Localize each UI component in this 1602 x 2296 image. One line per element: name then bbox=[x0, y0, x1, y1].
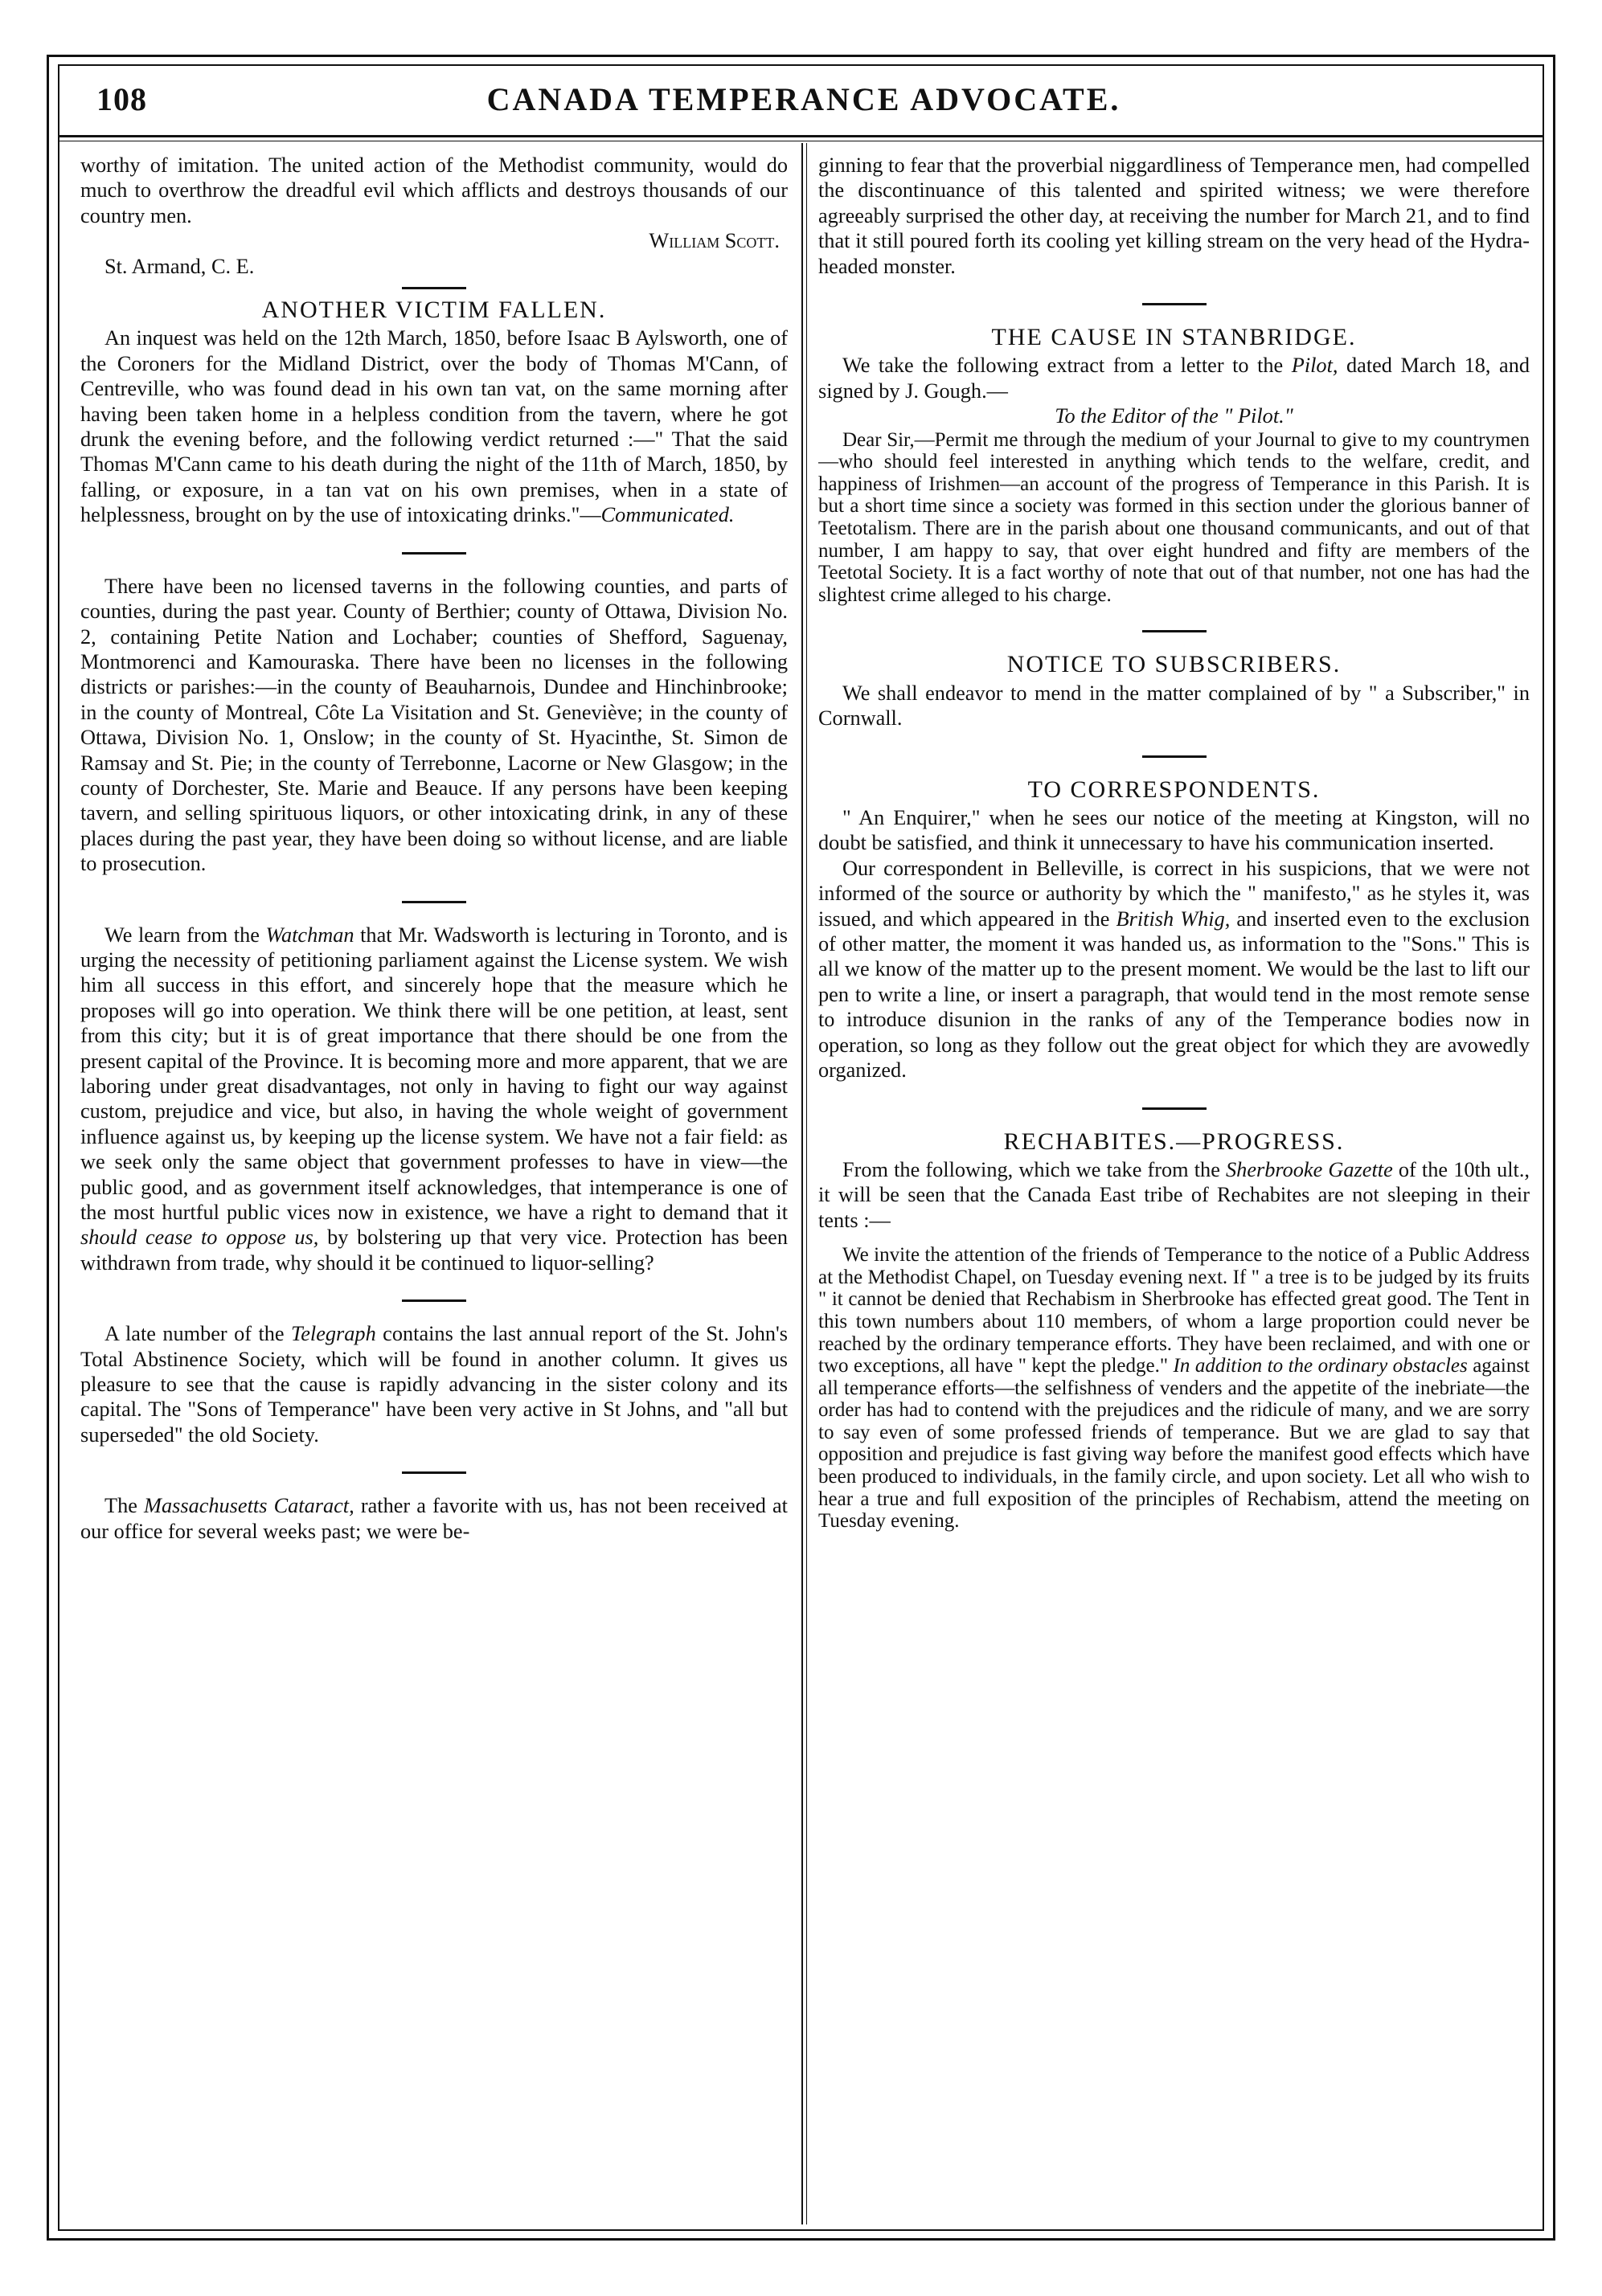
stanbridge-paper-title: Pilot, bbox=[1291, 354, 1338, 378]
section-rule bbox=[402, 901, 466, 903]
watchman-text-2: that Mr. Wadsworth is lecturing in Toronto, and is urging the necessity of petitioning parliament against the License system. We wish him all success in this effort, and sincerely hope that the measure which he proposes will go into operation. We think there will be one petition, at least, sent from this city; but it is of great importance that there should be one from the present capital of the Province. It is becoming more and more apparent, that we are laboring under great disadvantages, not only in having to fight our way against custom, prejudice and vice, but also, in having the whole weight of government influence against us, by keeping up the license system. We have not a fair field: as we seek only the same object that government professes to have in view—the public good, and as government itself acknowledges, that intemperance is one of the most hurtful public vices now in existence, we have a right to demand that it bbox=[80, 923, 788, 1225]
correspondents-paper-title: British Whig, bbox=[1116, 907, 1231, 931]
taverns-paragraph: There have been no licensed taverns in the following counties, and parts of counties, during the past year. County of Berthier; county of Ottawa, Division No. 2, containing Petite Nation and Lochaber; counties of Shefford, Saguenay, Montmorenci and Kamouraska. There have been no licenses in the following districts or parishes:—in the county of Beauharnois, Dundee and Hinchinbrooke; in the county of Montreal, Côte La Visitation and St. Geneviève; in the county of Ottawa, Division No. 1, Onslow; in the county of St. Hyacinthe, St. Simon de Ramsay and St. Pie; in the county of Terrebonne, Lacorne or New Glasgow; in the county of Dorchester, Ste. Marie and Beauce. If any persons have been keeping tavern, and selling spirituous liquors, or other intoxicating drink, in any of these places during the past year, they have been doing so without license, and are liable to prosecution. bbox=[80, 574, 788, 876]
watchman-paragraph bbox=[80, 923, 788, 1276]
victim-paragraph bbox=[80, 325, 788, 527]
rechabites-extract-text-1: We invite the attention of the friends of Temperance to the notice of a Public Address at the Methodist Chapel, on Tuesday evening next. If " a tree is to be judged by its fruits " it cannot be denied that Rechabism in Sherbrooke has effected great good. The Tent in this town numbers about 110 members, of whom a large proportion could never be reached by the ordinary temperance efforts. They have been reclaimed, and with one or two exceptions, all have " kept the pledge." bbox=[818, 1244, 1530, 1377]
letter-signature: William Scott. bbox=[649, 229, 780, 253]
rechabites-extract-text-2: against all temperance efforts—the selfishness of venders and the appetite of the inebriate—the order has had to contend with the prejudices and the ridicule of many, and we are sorry to say even of some professed friends of temperance. But we are glad to say that opposition and prejudice is fast giving way before the manifest good effects which have been produced to individuals, in the family circle, and upon society. Let all who wish to hear a true and full exposition of the principles of Rechabism, attend the meeting on Tuesday evening. bbox=[818, 1355, 1530, 1533]
section-rule bbox=[1142, 755, 1207, 758]
watchman-emphasis: should cease to oppose us, bbox=[80, 1226, 319, 1250]
stanbridge-intro bbox=[818, 353, 1530, 403]
rechabites-heading: RECHABITES.—PROGRESS. bbox=[1003, 1128, 1345, 1155]
telegraph-text-2: contains the last annual report of the St. John's Total Abstinence Society, which will be found in another column. It gives us pleasure to see that the cause is rapidly advancing in the sister colony and its capital. The "Sons of Temperance" have been very active in St Johns, and "all but superseded" the old Society. bbox=[80, 1322, 788, 1447]
correspondents-heading: TO CORRESPONDENTS. bbox=[1027, 776, 1321, 803]
page-number: 108 bbox=[96, 81, 147, 117]
rechabites-extract-emphasis: In addition to the ordinary obstacles bbox=[1173, 1355, 1468, 1377]
victim-text: An inquest was held on the 12th March, 1850, before Isaac B Aylsworth, one of the Coroners for the Midland District, over the body of Thomas M'Cann, of Centreville, who was found dead in his own tan vat, on the same morning after having been taken home in a helpless condition from the tavern, where he got drunk the evening before, and the following verdict returned :—" That the said Thomas M'Cann came to his death during the night of the 11th of March, 1850, by falling, or exposure, in a tan vat on his own premises, when in a state of helplessness, brought on by the use of intoxicating drinks."— bbox=[80, 326, 788, 527]
section-rule bbox=[1142, 303, 1207, 305]
section-rule bbox=[402, 552, 466, 555]
cataract-text-1: The bbox=[104, 1494, 137, 1518]
column-divider-thin bbox=[806, 143, 807, 2224]
rechabites-extract bbox=[818, 1244, 1530, 1533]
cataract-text-2: rather a favorite with us, has not been received at our office for several weeks past; we were be- bbox=[80, 1494, 788, 1543]
right-column bbox=[818, 153, 1530, 2218]
intro-paragraph: worthy of imitation. The united action of the Methodist community, would do much to overthrow the dreadful evil which afflicts and destroys thousands of our country men. bbox=[80, 153, 788, 227]
telegraph-paragraph bbox=[80, 1321, 788, 1447]
correspondents-paragraph-2 bbox=[818, 856, 1530, 1083]
stanbridge-intro-text-1: We take the following extract from a letter to the bbox=[842, 354, 1284, 378]
correspondents-paragraph-1: " An Enquirer," when he sees our notice of the meeting at Kingston, will no doubt be satisfied, and think it unnecessary to have his communication inserted. bbox=[818, 806, 1530, 855]
telegraph-text-1: A late number of the bbox=[104, 1322, 285, 1346]
subscribers-heading: NOTICE TO SUBSCRIBERS. bbox=[1006, 651, 1342, 678]
stanbridge-heading: THE CAUSE IN STANBRIDGE. bbox=[991, 324, 1357, 351]
subscribers-text: We shall endeavor to mend in the matter complained of by " a Subscriber," in Cornwall. bbox=[818, 681, 1530, 731]
column-divider bbox=[801, 143, 803, 2224]
section-rule bbox=[1142, 1107, 1207, 1110]
watchman-text-3: by bolstering up that very vice. Protection has been withdrawn from trade, why should it be continued to liquor-selling? bbox=[80, 1226, 788, 1275]
stanbridge-salutation: To the Editor of the " Pilot." bbox=[1055, 404, 1293, 428]
page-header bbox=[80, 79, 1527, 127]
letter-place: St. Armand, C. E. bbox=[104, 254, 255, 278]
correspondents-text-1: Our correspondent in Belleville, is correct in his suspicions, that we were not informed of the source or authority by which the " manifesto," as he styles it, was issued, and which appeared in the bbox=[818, 856, 1530, 931]
victim-heading: ANOTHER VICTIM FALLEN. bbox=[261, 297, 607, 324]
cataract-paper-title: Massachusetts Cataract, bbox=[144, 1494, 354, 1518]
rechabites-intro-text-2: of the 10th ult., it will be seen that the Canada East tribe of Rechabites are not sleeping in their tents :— bbox=[818, 1157, 1530, 1232]
section-rule bbox=[1142, 630, 1207, 632]
spacer bbox=[818, 1233, 1530, 1244]
left-column bbox=[80, 153, 788, 2218]
header-rule bbox=[58, 135, 1544, 137]
correspondents-text-2: and inserted even to the exclusion of other matter, the moment it was handed us, as information to the "Sons." This is all we know of the matter up to the present moment. We would be the last to lift our pen to write a line, or insert a paragraph, that would tend in the most remote sense to introduce disunion in the ranks of any of the Temperance bodies now in operation, so long as they follow out the great object for which they are avowedly organized. bbox=[818, 907, 1530, 1083]
journal-title: CANADA TEMPERANCE ADVOCATE. bbox=[486, 81, 1121, 117]
section-rule bbox=[402, 1299, 466, 1302]
stanbridge-letter: Dear Sir,—Permit me through the medium of your Journal to give to my countrymen—who should feel interested in anything which tends to the welfare, credit, and happiness of Irishmen—an account of the progress of Temperance in this Parish. It is but a short time since a society was formed in this section under the glorious banner of Teetotalism. There are in the parish about one thousand communicants, and out of that number, I am happy to say, that over eight hundred and fifty are members of the Teetotal Society. It is a fact worthy of note that out of that number, not one has had the slightest crime alleged to his charge. bbox=[818, 428, 1530, 606]
watchman-text-1: We learn from the bbox=[104, 923, 260, 947]
section-rule bbox=[402, 287, 466, 289]
rechabites-intro-text-1: From the following, which we take from the bbox=[842, 1157, 1220, 1181]
watchman-paper-title: Watchman bbox=[265, 923, 354, 947]
rechabites-intro bbox=[818, 1157, 1530, 1233]
victim-credit: Communicated. bbox=[600, 503, 735, 527]
rechabites-paper-title: Sherbrooke Gazette bbox=[1226, 1157, 1393, 1181]
telegraph-paper-title: Telegraph bbox=[291, 1322, 376, 1346]
cataract-paragraph bbox=[80, 1493, 788, 1544]
section-rule bbox=[402, 1471, 466, 1474]
continuation-paragraph: ginning to fear that the proverbial niggardliness of Temperance men, had compelled the discontinuance of this talented and spirited witness; we were therefore agreeably surprised the other day, at receiving the number for March 21, and to find that it still poured forth its cooling yet killing stream on the very head of the Hydra-headed monster. bbox=[818, 153, 1530, 278]
stanbridge-intro-text-2: dated March 18, and signed by J. Gough.— bbox=[818, 354, 1530, 403]
